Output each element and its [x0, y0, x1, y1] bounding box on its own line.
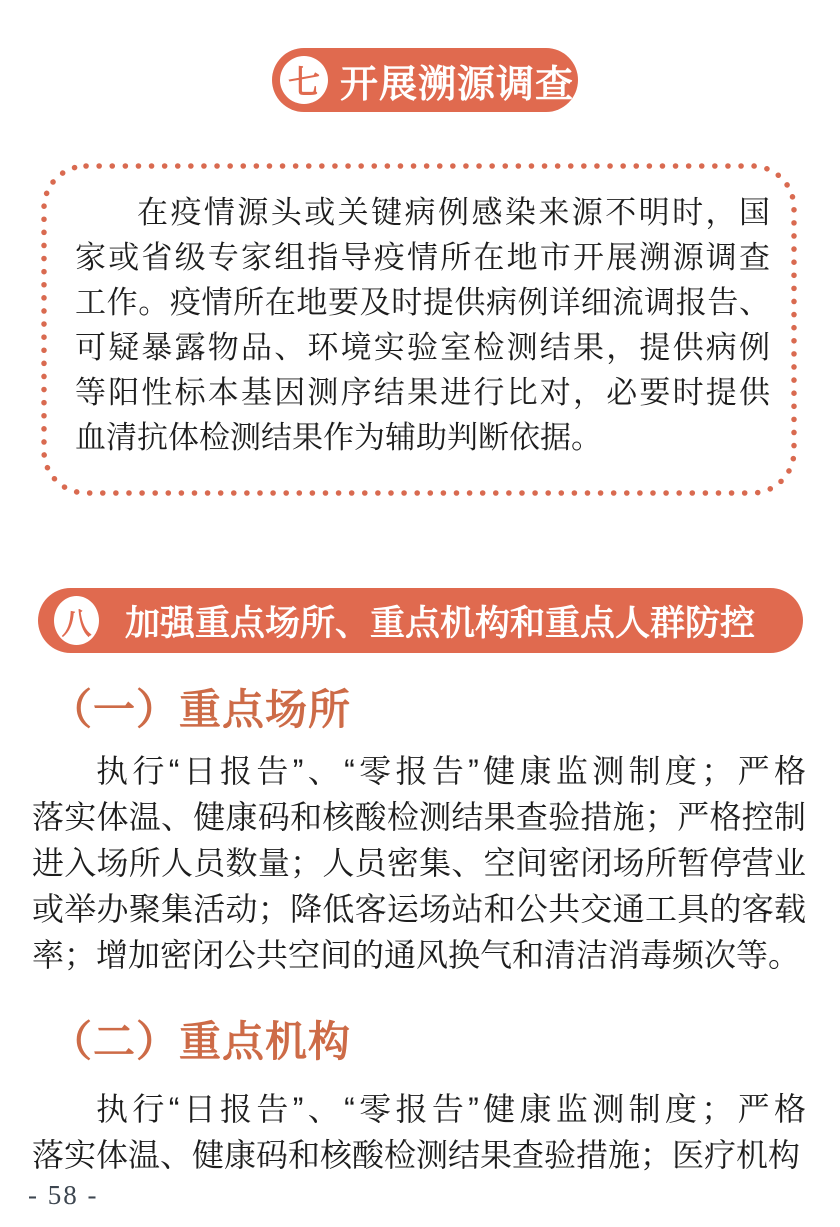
text-line: 落实体温、健康码和核酸检测结果查验措施；严格控制	[32, 799, 806, 835]
section-eight-title: 加强重点场所、重点机构和重点人群防控	[125, 603, 756, 643]
page-number: - 58 -	[28, 1180, 99, 1210]
seven-circle-icon	[280, 56, 328, 104]
section-seven-body	[75, 190, 770, 460]
section-eight-header-badge	[38, 588, 803, 653]
text-line: 可疑暴露物品、环境实验室检测结果，提供病例	[75, 330, 770, 365]
text-line: 血清抗体检测结果作为辅助判断依据。	[75, 420, 602, 455]
subsection-two-heading: （二）重点机构	[50, 1018, 352, 1065]
text-line: 执行“日报告”、“零报告”健康监测制度；严格	[96, 1091, 806, 1127]
section-number: 七	[287, 64, 320, 100]
eight-circle-icon	[54, 596, 99, 645]
text-line: 家或省级专家组指导疫情所在地市开展溯源调查	[75, 240, 770, 275]
text-line: 率；增加密闭公共空间的通风换气和清洁消毒频次等。	[32, 937, 801, 973]
text-line: 进入场所人员数量；人员密集、空间密闭场所暂停营业	[32, 845, 806, 881]
section-seven-title: 开展溯源调查	[340, 63, 575, 106]
subsection-one-body	[32, 748, 806, 978]
text-line: 等阳性标本基因测序结果进行比对，必要时提供	[75, 375, 770, 410]
traceability-callout-box	[40, 162, 798, 497]
text-line: 落实体温、健康码和核酸检测结果查验措施；医疗机构	[32, 1137, 801, 1173]
text-line: 执行“日报告”、“零报告”健康监测制度；严格	[96, 753, 806, 789]
text-line: 或举办聚集活动；降低客运场站和公共交通工具的客载	[32, 891, 806, 927]
text-line: 工作。疫情所在地要及时提供病例详细流调报告、	[75, 285, 770, 320]
subsection-two-body	[32, 1086, 806, 1178]
section-seven-header-badge	[272, 48, 578, 112]
section-number: 八	[61, 607, 92, 641]
text-line: 在疫情源头或关键病例感染来源不明时，国	[137, 195, 770, 230]
subsection-one-heading: （一）重点场所	[50, 686, 352, 733]
